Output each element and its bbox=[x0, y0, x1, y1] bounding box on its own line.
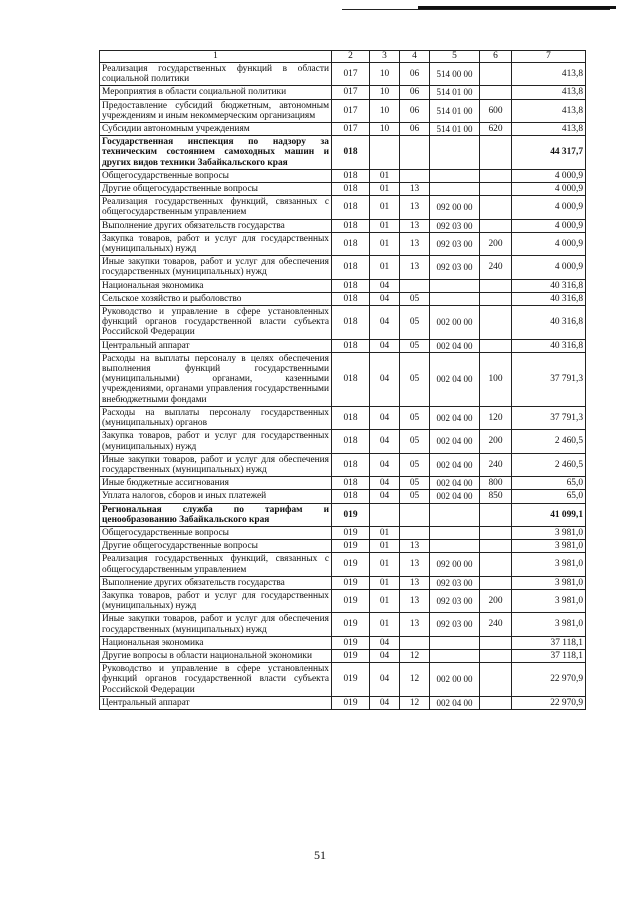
section-code-cell: 04 bbox=[370, 636, 400, 649]
item-name-cell: Центральный аппарат bbox=[100, 696, 332, 709]
amount-cell: 413,8 bbox=[512, 123, 586, 136]
section-code-cell: 10 bbox=[370, 123, 400, 136]
column-number-row bbox=[100, 51, 586, 63]
amount-cell: 4 000,9 bbox=[512, 183, 586, 196]
column-header: 6 bbox=[480, 51, 512, 63]
target-article-cell: 514 01 00 bbox=[430, 123, 480, 136]
item-name-cell: Другие общегосударственные вопросы bbox=[100, 183, 332, 196]
amount-cell: 4 000,9 bbox=[512, 219, 586, 232]
target-article-cell bbox=[430, 526, 480, 539]
table-row bbox=[100, 663, 586, 697]
admin-code-cell: 018 bbox=[332, 352, 370, 406]
section-code-cell: 01 bbox=[370, 169, 400, 182]
admin-code-cell: 018 bbox=[332, 306, 370, 340]
admin-code-cell: 019 bbox=[332, 696, 370, 709]
expense-type-cell: 120 bbox=[480, 406, 512, 429]
item-name-cell: Реализация государственных функций в области социальной политики bbox=[100, 63, 332, 86]
table-row bbox=[100, 589, 586, 612]
admin-code-cell: 018 bbox=[332, 406, 370, 429]
section-code-cell: 04 bbox=[370, 453, 400, 476]
amount-cell: 44 317,7 bbox=[512, 136, 586, 170]
expense-type-cell bbox=[480, 540, 512, 553]
table-row bbox=[100, 279, 586, 292]
subsection-code-cell: 06 bbox=[400, 123, 430, 136]
section-code-cell: 01 bbox=[370, 540, 400, 553]
subsection-code-cell: 05 bbox=[400, 477, 430, 490]
subsection-code-cell bbox=[400, 169, 430, 182]
table-row bbox=[100, 453, 586, 476]
section-code-cell: 04 bbox=[370, 279, 400, 292]
amount-cell: 37 118,1 bbox=[512, 649, 586, 662]
expense-type-cell: 800 bbox=[480, 477, 512, 490]
table-row bbox=[100, 219, 586, 232]
target-article-cell bbox=[430, 292, 480, 305]
target-article-cell: 002 04 00 bbox=[430, 490, 480, 503]
expense-type-cell bbox=[480, 649, 512, 662]
item-name-cell: Общегосударственные вопросы bbox=[100, 526, 332, 539]
subsection-code-cell: 05 bbox=[400, 306, 430, 340]
amount-cell: 40 316,8 bbox=[512, 339, 586, 352]
item-name-cell: Субсидии автономным учреждениям bbox=[100, 123, 332, 136]
amount-cell: 3 981,0 bbox=[512, 589, 586, 612]
section-code-cell: 01 bbox=[370, 613, 400, 636]
expense-type-cell: 850 bbox=[480, 490, 512, 503]
item-name-cell: Иные закупки товаров, работ и услуг для обеспечения государственных (муниципальных) нужд bbox=[100, 613, 332, 636]
table-row bbox=[100, 526, 586, 539]
expense-type-cell bbox=[480, 663, 512, 697]
admin-code-cell: 018 bbox=[332, 430, 370, 453]
item-name-cell: Реализация государственных функций, связанных с общегосударственным управлением bbox=[100, 196, 332, 219]
item-name-cell: Другие общегосударственные вопросы bbox=[100, 540, 332, 553]
section-code-cell: 04 bbox=[370, 477, 400, 490]
target-article-cell: 514 01 00 bbox=[430, 99, 480, 122]
amount-cell: 41 099,1 bbox=[512, 503, 586, 526]
subsection-code-cell: 13 bbox=[400, 540, 430, 553]
expense-type-cell: 100 bbox=[480, 352, 512, 406]
amount-cell: 65,0 bbox=[512, 490, 586, 503]
subsection-code-cell: 13 bbox=[400, 589, 430, 612]
table-row bbox=[100, 232, 586, 255]
subsection-code-cell: 13 bbox=[400, 183, 430, 196]
target-article-cell: 002 00 00 bbox=[430, 306, 480, 340]
amount-cell: 2 460,5 bbox=[512, 430, 586, 453]
admin-code-cell: 019 bbox=[332, 649, 370, 662]
section-code-cell: 04 bbox=[370, 649, 400, 662]
target-article-cell bbox=[430, 279, 480, 292]
item-name-cell: Выполнение других обязательств государства bbox=[100, 576, 332, 589]
amount-cell: 37 118,1 bbox=[512, 636, 586, 649]
target-article-cell: 092 03 00 bbox=[430, 256, 480, 279]
section-code-cell: 10 bbox=[370, 63, 400, 86]
column-header: 4 bbox=[400, 51, 430, 63]
subsection-code-cell: 05 bbox=[400, 292, 430, 305]
amount-cell: 37 791,3 bbox=[512, 406, 586, 429]
section-code-cell: 01 bbox=[370, 219, 400, 232]
admin-code-cell: 018 bbox=[332, 256, 370, 279]
section-code-cell: 01 bbox=[370, 232, 400, 255]
admin-code-cell: 017 bbox=[332, 99, 370, 122]
item-name-cell: Другие вопросы в области национальной экономики bbox=[100, 649, 332, 662]
admin-code-cell: 018 bbox=[332, 279, 370, 292]
admin-code-cell: 019 bbox=[332, 576, 370, 589]
target-article-cell: 092 00 00 bbox=[430, 196, 480, 219]
section-code-cell: 04 bbox=[370, 306, 400, 340]
section-code-cell: 10 bbox=[370, 99, 400, 122]
table-row bbox=[100, 183, 586, 196]
expense-type-cell bbox=[480, 576, 512, 589]
target-article-cell: 002 00 00 bbox=[430, 663, 480, 697]
amount-cell: 40 316,8 bbox=[512, 306, 586, 340]
item-name-cell: Реализация государственных функций, связанных с общегосударственным управлением bbox=[100, 553, 332, 576]
item-name-cell: Расходы на выплаты персоналу государственных (муниципальных) органов bbox=[100, 406, 332, 429]
expense-type-cell: 240 bbox=[480, 613, 512, 636]
column-header: 2 bbox=[332, 51, 370, 63]
expense-type-cell bbox=[480, 553, 512, 576]
admin-code-cell: 018 bbox=[332, 183, 370, 196]
amount-cell: 37 791,3 bbox=[512, 352, 586, 406]
amount-cell: 4 000,9 bbox=[512, 169, 586, 182]
target-article-cell: 002 04 00 bbox=[430, 477, 480, 490]
section-code-cell bbox=[370, 503, 400, 526]
subsection-code-cell: 13 bbox=[400, 613, 430, 636]
admin-code-cell: 018 bbox=[332, 339, 370, 352]
subsection-code-cell: 06 bbox=[400, 99, 430, 122]
admin-code-cell: 018 bbox=[332, 477, 370, 490]
item-name-cell: Уплата налогов, сборов и иных платежей bbox=[100, 490, 332, 503]
table-row bbox=[100, 123, 586, 136]
amount-cell: 3 981,0 bbox=[512, 553, 586, 576]
admin-code-cell: 018 bbox=[332, 490, 370, 503]
expense-type-cell: 200 bbox=[480, 232, 512, 255]
target-article-cell: 092 03 00 bbox=[430, 613, 480, 636]
amount-cell: 40 316,8 bbox=[512, 279, 586, 292]
admin-code-cell: 017 bbox=[332, 63, 370, 86]
section-code-cell: 01 bbox=[370, 553, 400, 576]
expense-type-cell bbox=[480, 196, 512, 219]
subsection-code-cell: 06 bbox=[400, 86, 430, 99]
table-row bbox=[100, 406, 586, 429]
expense-type-cell bbox=[480, 503, 512, 526]
admin-code-cell: 017 bbox=[332, 123, 370, 136]
table-row bbox=[100, 169, 586, 182]
section-code-cell: 04 bbox=[370, 663, 400, 697]
table-row bbox=[100, 63, 586, 86]
amount-cell: 40 316,8 bbox=[512, 292, 586, 305]
expense-type-cell: 600 bbox=[480, 99, 512, 122]
admin-code-cell: 019 bbox=[332, 553, 370, 576]
admin-code-cell: 018 bbox=[332, 169, 370, 182]
admin-code-cell: 018 bbox=[332, 219, 370, 232]
expense-type-cell bbox=[480, 696, 512, 709]
item-name-cell: Государственная инспекция по надзору за техническим состоянием самоходных машин и других видов техники Забайкальского края bbox=[100, 136, 332, 170]
item-name-cell: Иные бюджетные ассигнования bbox=[100, 477, 332, 490]
item-name-cell: Закупка товаров, работ и услуг для государственных (муниципальных) нужд bbox=[100, 232, 332, 255]
section-code-cell: 01 bbox=[370, 526, 400, 539]
expense-type-cell: 200 bbox=[480, 430, 512, 453]
expense-type-cell bbox=[480, 526, 512, 539]
subsection-code-cell: 13 bbox=[400, 576, 430, 589]
table-row bbox=[100, 490, 586, 503]
expense-type-cell bbox=[480, 339, 512, 352]
column-header: 5 bbox=[430, 51, 480, 63]
amount-cell: 22 970,9 bbox=[512, 663, 586, 697]
subsection-code-cell: 05 bbox=[400, 352, 430, 406]
subsection-code-cell: 13 bbox=[400, 196, 430, 219]
section-code-cell: 01 bbox=[370, 183, 400, 196]
table-row bbox=[100, 339, 586, 352]
section-code-cell: 01 bbox=[370, 589, 400, 612]
table-body bbox=[100, 63, 586, 710]
item-name-cell: Центральный аппарат bbox=[100, 339, 332, 352]
expense-type-cell bbox=[480, 169, 512, 182]
subsection-code-cell: 06 bbox=[400, 63, 430, 86]
expense-type-cell: 620 bbox=[480, 123, 512, 136]
admin-code-cell: 018 bbox=[332, 232, 370, 255]
item-name-cell: Руководство и управление в сфере установленных функций органов государственной власти субъекта Российской Федерации bbox=[100, 306, 332, 340]
table-row bbox=[100, 477, 586, 490]
admin-code-cell: 019 bbox=[332, 540, 370, 553]
target-article-cell: 092 00 00 bbox=[430, 553, 480, 576]
table-row bbox=[100, 553, 586, 576]
section-code-cell: 10 bbox=[370, 86, 400, 99]
target-article-cell: 092 03 00 bbox=[430, 576, 480, 589]
table-row bbox=[100, 136, 586, 170]
amount-cell: 2 460,5 bbox=[512, 453, 586, 476]
amount-cell: 413,8 bbox=[512, 63, 586, 86]
target-article-cell: 092 03 00 bbox=[430, 232, 480, 255]
item-name-cell: Общегосударственные вопросы bbox=[100, 169, 332, 182]
subsection-code-cell: 05 bbox=[400, 430, 430, 453]
subsection-code-cell: 13 bbox=[400, 553, 430, 576]
table-row bbox=[100, 196, 586, 219]
expense-type-cell bbox=[480, 86, 512, 99]
item-name-cell: Предоставление субсидий бюджетным, автономным учреждениям и иным некоммерческим организациям bbox=[100, 99, 332, 122]
admin-code-cell: 019 bbox=[332, 589, 370, 612]
target-article-cell: 002 04 00 bbox=[430, 406, 480, 429]
target-article-cell: 002 04 00 bbox=[430, 352, 480, 406]
admin-code-cell: 017 bbox=[332, 86, 370, 99]
amount-cell: 3 981,0 bbox=[512, 576, 586, 589]
subsection-code-cell: 13 bbox=[400, 232, 430, 255]
item-name-cell: Закупка товаров, работ и услуг для государственных (муниципальных) нужд bbox=[100, 430, 332, 453]
expense-type-cell bbox=[480, 292, 512, 305]
item-name-cell: Иные закупки товаров, работ и услуг для обеспечения государственных (муниципальных) нужд bbox=[100, 256, 332, 279]
table-row bbox=[100, 540, 586, 553]
table-row bbox=[100, 576, 586, 589]
amount-cell: 3 981,0 bbox=[512, 613, 586, 636]
section-code-cell: 04 bbox=[370, 292, 400, 305]
item-name-cell: Мероприятия в области социальной политики bbox=[100, 86, 332, 99]
item-name-cell: Руководство и управление в сфере установленных функций органов государственной власти субъекта Российской Федерации bbox=[100, 663, 332, 697]
table-row bbox=[100, 86, 586, 99]
admin-code-cell: 019 bbox=[332, 613, 370, 636]
amount-cell: 413,8 bbox=[512, 99, 586, 122]
target-article-cell: 002 04 00 bbox=[430, 430, 480, 453]
column-header: 1 bbox=[100, 51, 332, 63]
subsection-code-cell bbox=[400, 136, 430, 170]
table-row bbox=[100, 256, 586, 279]
target-article-cell bbox=[430, 649, 480, 662]
subsection-code-cell bbox=[400, 636, 430, 649]
table-row bbox=[100, 696, 586, 709]
subsection-code-cell bbox=[400, 503, 430, 526]
amount-cell: 4 000,9 bbox=[512, 256, 586, 279]
amount-cell: 4 000,9 bbox=[512, 232, 586, 255]
target-article-cell: 002 04 00 bbox=[430, 453, 480, 476]
subsection-code-cell: 12 bbox=[400, 663, 430, 697]
admin-code-cell: 019 bbox=[332, 636, 370, 649]
amount-cell: 4 000,9 bbox=[512, 196, 586, 219]
section-code-cell: 04 bbox=[370, 490, 400, 503]
section-code-cell bbox=[370, 136, 400, 170]
item-name-cell: Региональная служба по тарифам и ценообразованию Забайкальского края bbox=[100, 503, 332, 526]
subsection-code-cell: 05 bbox=[400, 453, 430, 476]
table-row bbox=[100, 503, 586, 526]
section-code-cell: 01 bbox=[370, 576, 400, 589]
item-name-cell: Национальная экономика bbox=[100, 636, 332, 649]
page-number: 51 bbox=[314, 848, 326, 862]
subsection-code-cell: 13 bbox=[400, 256, 430, 279]
subsection-code-cell bbox=[400, 279, 430, 292]
expense-type-cell bbox=[480, 63, 512, 86]
admin-code-cell: 019 bbox=[332, 503, 370, 526]
expense-type-cell bbox=[480, 306, 512, 340]
target-article-cell: 092 03 00 bbox=[430, 589, 480, 612]
table-row bbox=[100, 613, 586, 636]
subsection-code-cell: 12 bbox=[400, 649, 430, 662]
expense-type-cell bbox=[480, 636, 512, 649]
expense-type-cell bbox=[480, 279, 512, 292]
target-article-cell bbox=[430, 183, 480, 196]
subsection-code-cell: 12 bbox=[400, 696, 430, 709]
item-name-cell: Закупка товаров, работ и услуг для государственных (муниципальных) нужд bbox=[100, 589, 332, 612]
section-code-cell: 01 bbox=[370, 196, 400, 219]
expense-type-cell bbox=[480, 136, 512, 170]
item-name-cell: Иные закупки товаров, работ и услуг для обеспечения государственных (муниципальных) нужд bbox=[100, 453, 332, 476]
expense-type-cell: 240 bbox=[480, 256, 512, 279]
section-code-cell: 04 bbox=[370, 339, 400, 352]
admin-code-cell: 018 bbox=[332, 196, 370, 219]
column-header: 3 bbox=[370, 51, 400, 63]
item-name-cell: Национальная экономика bbox=[100, 279, 332, 292]
section-code-cell: 04 bbox=[370, 352, 400, 406]
admin-code-cell: 018 bbox=[332, 453, 370, 476]
section-code-cell: 04 bbox=[370, 406, 400, 429]
amount-cell: 3 981,0 bbox=[512, 540, 586, 553]
admin-code-cell: 018 bbox=[332, 292, 370, 305]
target-article-cell bbox=[430, 136, 480, 170]
table-row bbox=[100, 352, 586, 406]
target-article-cell: 514 01 00 bbox=[430, 86, 480, 99]
table-row bbox=[100, 649, 586, 662]
budget-table bbox=[99, 50, 586, 710]
expense-type-cell bbox=[480, 183, 512, 196]
table-row bbox=[100, 636, 586, 649]
target-article-cell bbox=[430, 169, 480, 182]
target-article-cell bbox=[430, 540, 480, 553]
section-code-cell: 01 bbox=[370, 256, 400, 279]
item-name-cell: Расходы на выплаты персоналу в целях обеспечения выполнения функций государственными (муниципальными) органами, казенными учреждениями, органами управления государственными внебюджетными фондами bbox=[100, 352, 332, 406]
amount-cell: 65,0 bbox=[512, 477, 586, 490]
amount-cell: 22 970,9 bbox=[512, 696, 586, 709]
target-article-cell: 002 04 00 bbox=[430, 339, 480, 352]
subsection-code-cell: 05 bbox=[400, 406, 430, 429]
admin-code-cell: 018 bbox=[332, 136, 370, 170]
table-row bbox=[100, 306, 586, 340]
target-article-cell: 514 00 00 bbox=[430, 63, 480, 86]
amount-cell: 3 981,0 bbox=[512, 526, 586, 539]
target-article-cell bbox=[430, 503, 480, 526]
header-rule-thin bbox=[342, 9, 610, 10]
table-row bbox=[100, 99, 586, 122]
subsection-code-cell bbox=[400, 526, 430, 539]
admin-code-cell: 019 bbox=[332, 663, 370, 697]
amount-cell: 413,8 bbox=[512, 86, 586, 99]
expense-type-cell: 240 bbox=[480, 453, 512, 476]
table-row bbox=[100, 430, 586, 453]
admin-code-cell: 019 bbox=[332, 526, 370, 539]
target-article-cell bbox=[430, 636, 480, 649]
section-code-cell: 04 bbox=[370, 430, 400, 453]
table-row bbox=[100, 292, 586, 305]
subsection-code-cell: 05 bbox=[400, 339, 430, 352]
expense-type-cell bbox=[480, 219, 512, 232]
subsection-code-cell: 05 bbox=[400, 490, 430, 503]
expense-type-cell: 200 bbox=[480, 589, 512, 612]
target-article-cell: 002 04 00 bbox=[430, 696, 480, 709]
subsection-code-cell: 13 bbox=[400, 219, 430, 232]
item-name-cell: Сельское хозяйство и рыболовство bbox=[100, 292, 332, 305]
column-header: 7 bbox=[512, 51, 586, 63]
section-code-cell: 04 bbox=[370, 696, 400, 709]
target-article-cell: 092 03 00 bbox=[430, 219, 480, 232]
item-name-cell: Выполнение других обязательств государства bbox=[100, 219, 332, 232]
